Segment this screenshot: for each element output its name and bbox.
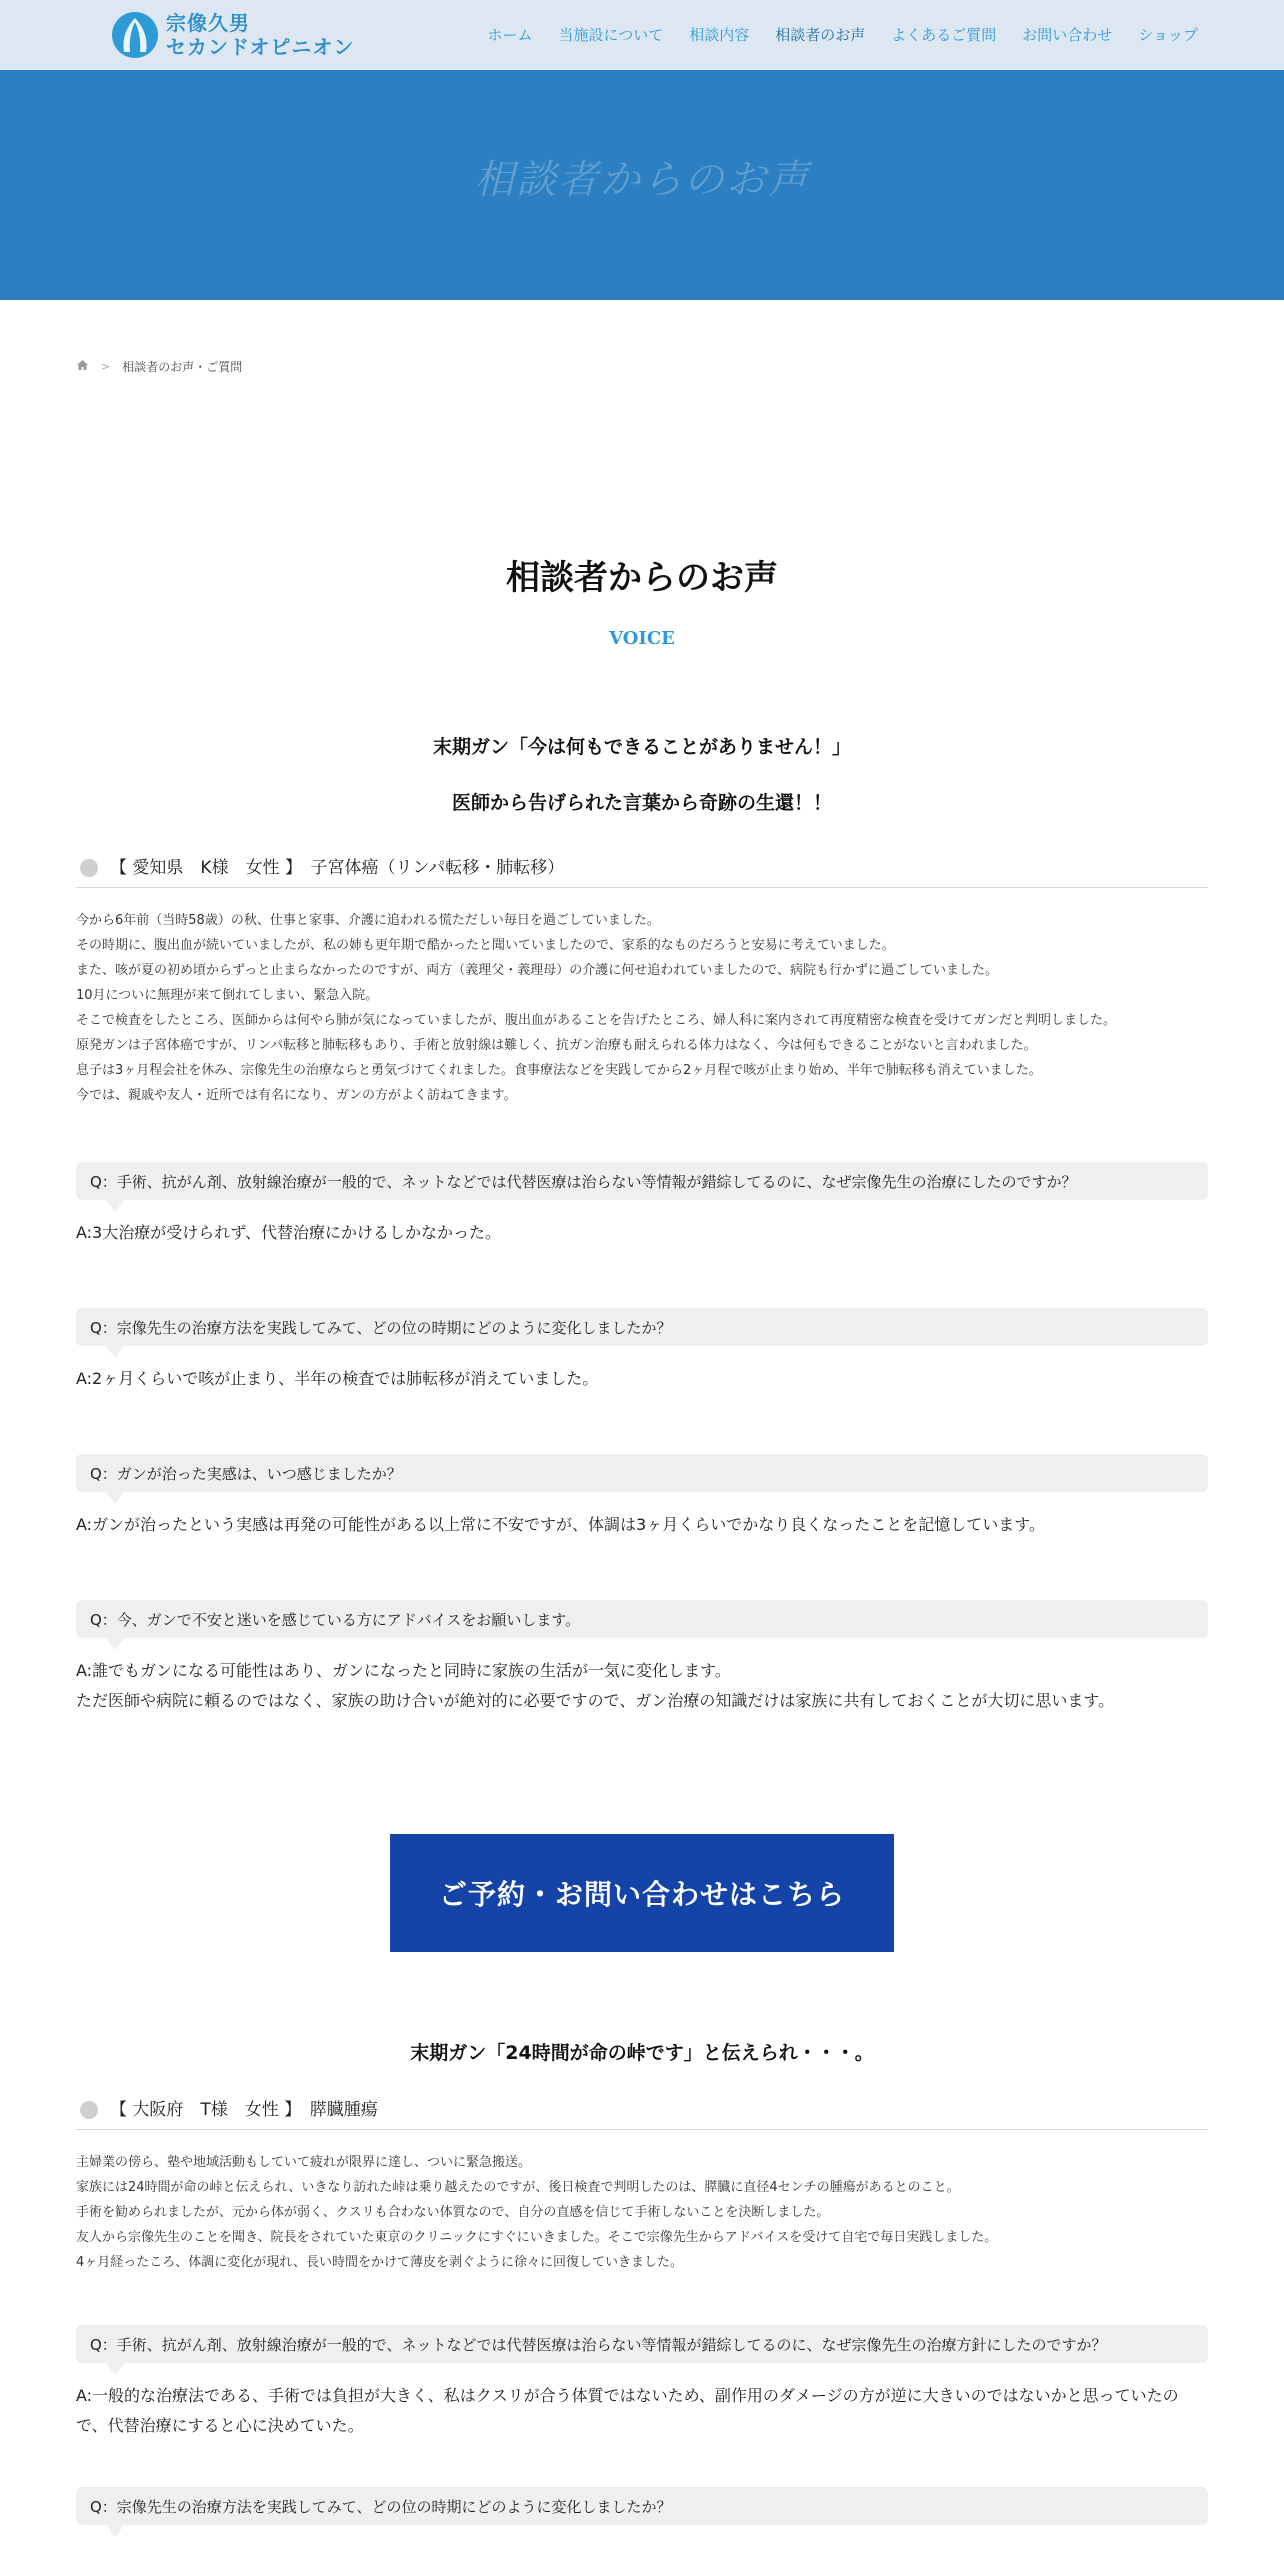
site-logo[interactable] (112, 8, 354, 62)
logo-line2: セカンドオピニオン (166, 35, 355, 59)
story-headline: 医師から告げられた言葉から奇跡の生還！！ (451, 792, 832, 814)
question-box (76, 1162, 1208, 1200)
nav-home[interactable]: ホーム (487, 26, 533, 44)
story-line: 原発ガンは子宮体癌ですが、リンパ転移と肺転移もあり、手術と放射線は難しく、抗ガン治療も耐えられる体力はなく、今は何もできることがないと言われました。 (76, 1038, 1037, 1053)
nav-shop[interactable]: ショップ (1138, 26, 1198, 44)
site-header (0, 0, 1284, 70)
question-box (76, 1308, 1208, 1346)
client-label: 【 愛知県 K様 女性 】 子宮体癌（リンパ転移・肺転移） (110, 858, 565, 878)
story-headline: 末期ガン「今は何もできることがありません！」 (432, 736, 851, 758)
story-body (76, 2150, 1208, 2275)
chevron-right-icon: > (101, 360, 111, 373)
answer-text (76, 2381, 1208, 2441)
story-line: 10月についに無理が来て倒れてしまい、緊急入院。 (76, 988, 379, 1003)
story-line: 友人から宗像先生のことを聞き、院長をされていた東京のクリニックにすぐにいきました。そこで宗像先生からアドバイスを受けて自宅で毎日実践しました。 (76, 2230, 998, 2245)
question-text: Q：宗像先生の治療方法を実践してみて、どの位の時期にどのように変化しましたか？ (90, 2497, 672, 2516)
answer-line: A:誰でもガンになる可能性はあり、ガンになったと同時に家族の生活が一気に変化します。 (76, 1661, 731, 1680)
client-label: 【 大阪府 T様 女性 】 膵臓腫瘍 (110, 2100, 378, 2120)
answer-line: A:3大治療が受けられず、代替治療にかけるしかなかった。 (76, 1223, 501, 1242)
story-body (76, 908, 1208, 1108)
bullet-icon (80, 859, 98, 877)
question-box (76, 2325, 1208, 2363)
story-line: 今から6年前（当時58歳）の秋、仕事と家事、介護に追われる慌ただしい毎日を過ごしていました。 (76, 913, 660, 928)
story-line: また、咳が夏の初め頃からずっと止まらなかったのですが、両方（義理父・義理母）の介護に何せ追われていましたので、病院も行かずに過ごしていました。 (76, 963, 998, 978)
answer-line: A:2ヶ月くらいで咳が止まり、半年の検査では肺転移が消えていました。 (76, 1369, 599, 1388)
answer-text (76, 1656, 1208, 1716)
answer-text (76, 1218, 1208, 1248)
question-text: Q：手術、抗がん剤、放射線治療が一般的で、ネットなどでは代替医療は治らない等情報が錯綜してるのに、なぜ宗像先生の治療にしたのですか？ (90, 1172, 1077, 1191)
logo-line1: 宗像久男 (166, 11, 250, 35)
answer-text (76, 1510, 1208, 1540)
question-box (76, 1600, 1208, 1638)
reservation-contact-button[interactable]: ご予約・お問い合わせはこちら (390, 1834, 894, 1952)
logo-text (166, 11, 354, 59)
question-box (76, 2487, 1208, 2525)
nav-contact[interactable]: お問い合わせ (1022, 26, 1113, 44)
story-2 (76, 2032, 1208, 2525)
client-heading (76, 2086, 1208, 2130)
page-subtitle: VOICE (609, 628, 675, 649)
story-line: 主婦業の傍ら、塾や地域活動もしていて疲れが限界に達し、ついに緊急搬送。 (76, 2155, 532, 2170)
question-text: Q：今、ガンで不安と迷いを感じている方にアドバイスをお願いします。 (90, 1610, 581, 1629)
logo-mark-icon (112, 12, 158, 58)
question-text: Q：手術、抗がん剤、放射線治療が一般的で、ネットなどでは代替医療は治らない等情報が錯綜してるのに、なぜ宗像先生の治療方針にしたのですか？ (90, 2335, 1107, 2354)
main-nav (462, 24, 1198, 45)
story-line: 手術を勧められましたが、元から体が弱く、クスリも合わない体質なので、自分の直感を信じて手術しないことを決断しました。 (76, 2205, 830, 2220)
breadcrumb (76, 358, 242, 375)
home-icon[interactable] (76, 359, 89, 374)
hero-banner (0, 70, 1284, 300)
nav-faq[interactable]: よくあるご質問 (891, 26, 997, 44)
story-line: 息子は3ヶ月程会社を休み、宗像先生の治療ならと勇気づけてくれました。食事療法などを実践してから2ヶ月程で咳が止まり始め、半年で肺転移も消えていました。 (76, 1063, 1042, 1078)
story-headline: 末期ガン「24時間が命の峠です」と伝えられ・・・。 (410, 2042, 874, 2064)
story-line: その時期に、腹出血が続いていましたが、私の姉も更年期で酷かったと聞いていましたので、家系的なものだろうと安易に考えていました。 (76, 938, 895, 953)
breadcrumb-current: 相談者のお声・ご質問 (122, 360, 243, 374)
answer-text (76, 1364, 1208, 1394)
answer-line: A:ガンが治ったという実感は再発の可能性がある以上常に不安ですが、体調は3ヶ月くらいでかなり良くなったことを記憶しています。 (76, 1515, 1045, 1534)
question-box (76, 1454, 1208, 1492)
story-1 (76, 726, 1208, 1716)
nav-consultation[interactable]: 相談内容 (689, 26, 750, 44)
question-text: Q：宗像先生の治療方法を実践してみて、どの位の時期にどのように変化しましたか？ (90, 1318, 672, 1337)
story-line: 4ヶ月経ったころ、体調に変化が現れ、長い時間をかけて薄皮を剥ぐように徐々に回復していきました。 (76, 2255, 684, 2270)
hero-title: 相談者からのお声 (474, 157, 810, 203)
story-line: そこで検査をしたところ、医師からは何やら肺が気になっていましたが、腹出血があることを告げたところ、婦人科に案内されて再度精密な検査を受けてガンだと判明しました。 (76, 1013, 1117, 1028)
bullet-icon (80, 2101, 98, 2119)
client-heading (76, 844, 1208, 888)
question-text: Q：ガンが治った実感は、いつ感じましたか？ (90, 1464, 402, 1483)
story-line: 今では、親戚や友人・近所では有名になり、ガンの方がよく訪ねてきます。 (76, 1088, 517, 1103)
nav-voices[interactable]: 相談者のお声 (775, 26, 866, 44)
answer-line: ただ医師や病院に頼るのではなく、家族の助け合いが絶対的に必要ですので、ガン治療の知識だけは家族に共有しておくことが大切に思います。 (76, 1691, 1115, 1710)
page-title: 相談者からのお声 (506, 558, 778, 598)
answer-line: A:一般的な治療法である、手術では負担が大きく、私はクスリが合う体質ではないため、副作用のダメージの方が逆に大きいのではないかと思っていたので、代替治療にすると心に決めていた。 (76, 2386, 1179, 2435)
story-line: 家族には24時間が命の峠と伝えられ、いきなり訪れた峠は乗り越えたのですが、後日検査で判明したのは、膵臓に直径4センチの腫瘍があるとのこと。 (76, 2180, 960, 2195)
nav-about[interactable]: 当施設について (558, 26, 664, 44)
